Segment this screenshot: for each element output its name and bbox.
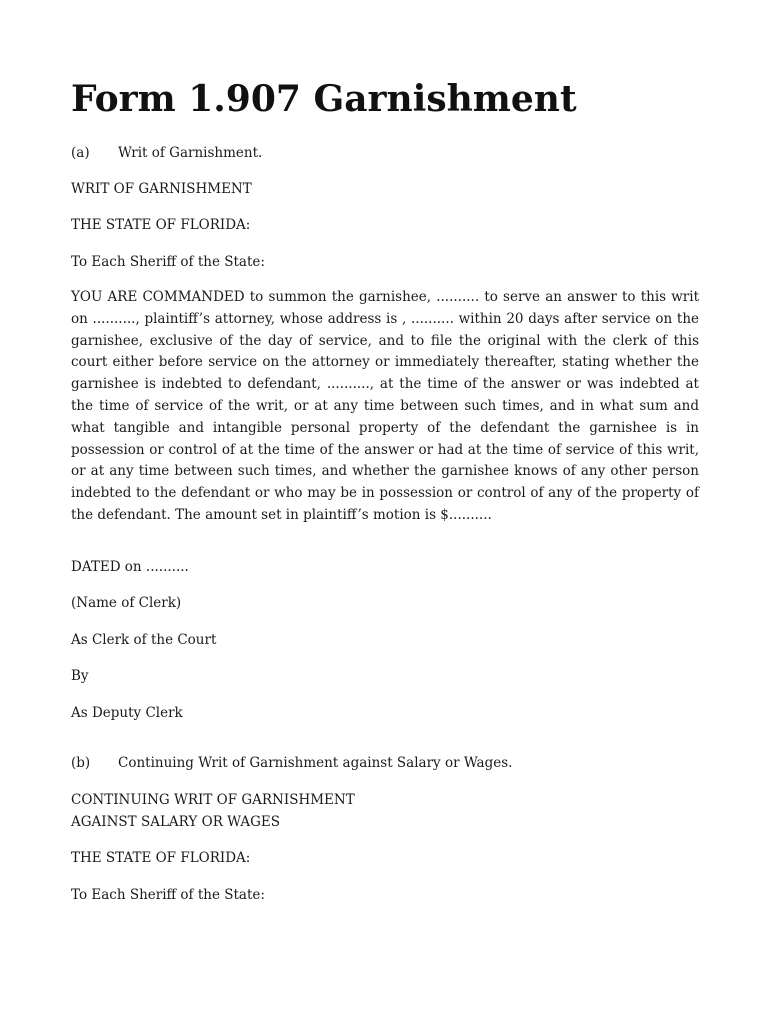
section-b-state-line: THE STATE OF FLORIDA: — [71, 850, 251, 866]
section-a-label: (a) — [71, 145, 90, 161]
continuing-writ-title-line1: CONTINUING WRIT OF GARNISHMENT — [71, 792, 355, 808]
section-b-addressee-line: To Each Sheriff of the State: — [71, 887, 265, 903]
section-a-heading-text: Writ of Garnishment. — [118, 145, 263, 161]
page-title: Form 1.907 Garnishment — [71, 78, 577, 120]
dated-line: DATED on .......... — [71, 559, 189, 575]
clerk-title-line: As Clerk of the Court — [71, 632, 217, 648]
section-b-label: (b) — [71, 755, 91, 771]
by-line: By — [71, 668, 89, 684]
addressee-line: To Each Sheriff of the State: — [71, 254, 265, 270]
section-a-heading — [71, 142, 262, 164]
section-b-heading — [71, 752, 512, 774]
section-b-heading-text: Continuing Writ of Garnishment against Salary or Wages. — [118, 755, 513, 771]
writ-title: WRIT OF GARNISHMENT — [71, 181, 252, 197]
continuing-writ-title-line2: AGAINST SALARY OR WAGES — [71, 814, 280, 830]
deputy-line: As Deputy Clerk — [71, 705, 183, 721]
writ-body-paragraph: YOU ARE COMMANDED to summon the garnishee, .......... to serve an answer to this writ on .........., plaintiff’s attorney, whose address is , .......... within 20 days after service on the garnishee, exclusive of the day of service, and to file the original with the clerk of this court either before service on the attorney or immediately thereafter, stating whether the garnishee is indebted to defendant, .........., at the time of the answer or was indebted at the time of service of the writ, or at any time between such times, and in what sum and what tangible and intangible personal property of the defendant the garnishee is in possession or control of at the time of the answer or had at the time of service of this writ, or at any time between such times, and whether the garnishee knows of any other person indebted to the defendant or who may be in possession or control of any of the property of the defendant. The amount set in plaintiff’s motion is $.......... — [71, 289, 699, 523]
state-line: THE STATE OF FLORIDA: — [71, 217, 251, 233]
clerk-name-line: (Name of Clerk) — [71, 595, 182, 611]
